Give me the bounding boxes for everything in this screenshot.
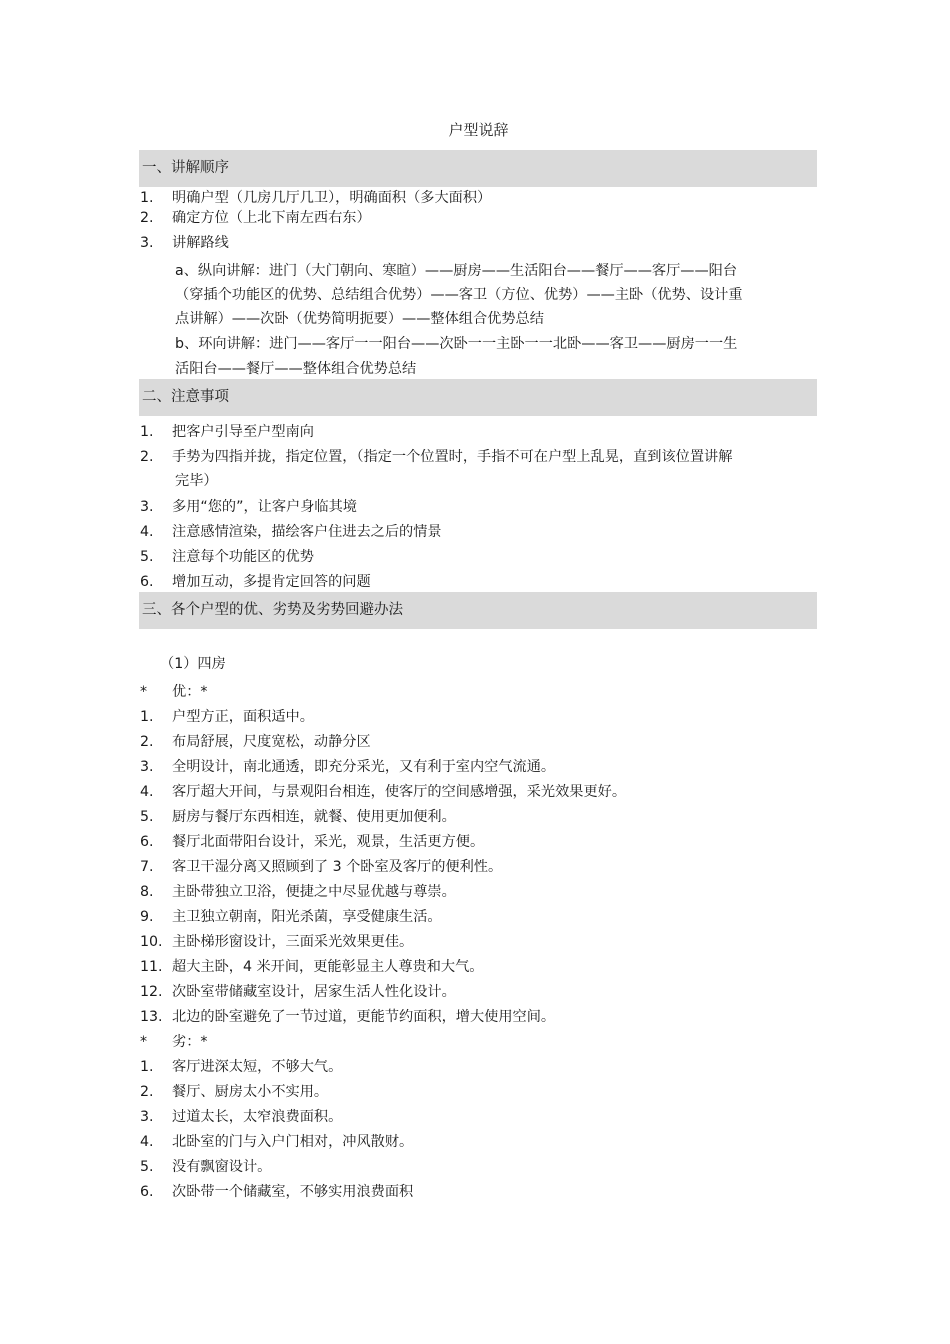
subheading-four-room: （1）四房 — [160, 656, 226, 672]
list-text: 北卧室的门与入户门相对，冲风散财。 — [172, 1134, 414, 1150]
list-number: 3. — [140, 1109, 154, 1125]
list-number: 4. — [140, 524, 154, 540]
list-number: 4. — [140, 784, 154, 800]
list-text: 过道太长，太窄浪费面积。 — [172, 1109, 343, 1125]
list-text: 餐厅、厨房太小不实用。 — [172, 1084, 329, 1100]
list-text: 把客户引导至户型南向 — [172, 424, 314, 440]
list-number: 1. — [140, 190, 154, 206]
list-number: 5. — [140, 549, 154, 565]
list-text: 次卧带一个储藏室，不够实用浪费面积 — [172, 1184, 414, 1200]
list-number: 6. — [140, 1184, 154, 1200]
list-number: 6. — [140, 834, 154, 850]
list-text: 全明设计，南北通透，即充分采光，又有利于室内空气流通。 — [172, 759, 556, 775]
list-number: 4. — [140, 1134, 154, 1150]
list-text: 客卫干湿分离又照顾到了 3 个卧室及客厅的便利性。 — [172, 859, 503, 875]
list-text: 厨房与餐厅东西相连，就餐、使用更加便利。 — [172, 809, 456, 825]
bullet-star: * — [140, 684, 148, 700]
list-number: 2. — [140, 1084, 154, 1100]
list-number: 9. — [140, 909, 154, 925]
section-heading-text: 一、讲解顺序 — [142, 160, 229, 176]
list-text: 确定方位（上北下南左西右东） — [172, 210, 371, 226]
list-number: 1. — [140, 1059, 154, 1075]
list-number: 5. — [140, 809, 154, 825]
list-text: 户型方正，面积适中。 — [172, 709, 314, 725]
section-heading-pros-cons — [139, 592, 817, 629]
list-number: 1. — [140, 709, 154, 725]
list-number: 5. — [140, 1159, 154, 1175]
list-number: 2. — [140, 210, 154, 226]
section-heading-text: 二、注意事项 — [142, 389, 229, 405]
list-text: 主卧梯形窗设计，三面采光效果更佳。 — [172, 934, 414, 950]
list-number: 7. — [140, 859, 154, 875]
section-heading-text: 三、各个户型的优、劣势及劣势回避办法 — [142, 602, 403, 618]
list-text: 客厅进深太短，不够大气。 — [172, 1059, 343, 1075]
list-text: 布局舒展，尺度宽松，动静分区 — [172, 734, 371, 750]
route-a-line: （穿插个功能区的优势、总结组合优势）——客卫（方位、优势）——主卧（优势、设计重 — [175, 287, 743, 303]
route-a-line: 点讲解）——次卧（优势简明扼要）——整体组合优势总结 — [175, 311, 544, 327]
list-number: 13. — [140, 1009, 163, 1025]
list-text: 次卧室带储藏室设计，居家生活人性化设计。 — [172, 984, 456, 1000]
list-number: 6. — [140, 574, 154, 590]
list-number: 11. — [140, 959, 163, 975]
list-number: 3. — [140, 235, 154, 251]
list-number: 1. — [140, 424, 154, 440]
list-text: 讲解路线 — [172, 235, 229, 251]
list-text: 主卧带独立卫浴，便捷之中尽显优越与尊崇。 — [172, 884, 456, 900]
list-text: 没有飘窗设计。 — [172, 1159, 272, 1175]
list-number: 12. — [140, 984, 163, 1000]
section-heading-notes — [139, 379, 817, 416]
list-text: 多用“您的”，让客户身临其境 — [172, 499, 357, 515]
bullet-star: * — [140, 1034, 148, 1050]
label-text: 劣：* — [172, 1034, 208, 1050]
label-text: 优：* — [172, 684, 208, 700]
list-number: 2. — [140, 734, 154, 750]
route-b-line: b、环向讲解：进门——客厅一一阳台——次卧一一主卧一一北卧——客卫——厨房一一生 — [175, 336, 738, 352]
list-text: 客厅超大开间，与景观阳台相连，使客厅的空间感增强，采光效果更好。 — [172, 784, 627, 800]
route-b-line: 活阳台——餐厅——整体组合优势总结 — [175, 361, 417, 377]
route-a-line: a、纵向讲解：进门（大门朝向、寒暄）——厨房——生活阳台——餐厅——客厅——阳台 — [175, 263, 738, 279]
list-text: 超大主卧，4 米开间，更能彰显主人尊贵和大气。 — [172, 959, 484, 975]
document-title: 户型说辞 — [448, 121, 509, 139]
list-text: 餐厅北面带阳台设计，采光，观景，生活更方便。 — [172, 834, 485, 850]
list-text: 注意感情渲染，描绘客户住进去之后的情景 — [172, 524, 442, 540]
list-text: 完毕） — [175, 473, 218, 489]
list-text: 明确户型（几房几厅几卫），明确面积（多大面积） — [172, 190, 492, 206]
section-heading-order — [139, 150, 817, 187]
list-text: 注意每个功能区的优势 — [172, 549, 314, 565]
list-text: 主卫独立朝南，阳光杀菌，享受健康生活。 — [172, 909, 442, 925]
list-number: 8. — [140, 884, 154, 900]
list-text: 增加互动，多提肯定回答的问题 — [172, 574, 371, 590]
list-number: 3. — [140, 759, 154, 775]
list-text: 北边的卧室避免了一节过道，更能节约面积，增大使用空间。 — [172, 1009, 556, 1025]
list-text: 手势为四指并拢，指定位置，（指定一个位置时，手指不可在户型上乱晃，直到该位置讲解 — [172, 449, 733, 465]
list-number: 2. — [140, 449, 154, 465]
list-number: 3. — [140, 499, 154, 515]
list-number: 10. — [140, 934, 163, 950]
